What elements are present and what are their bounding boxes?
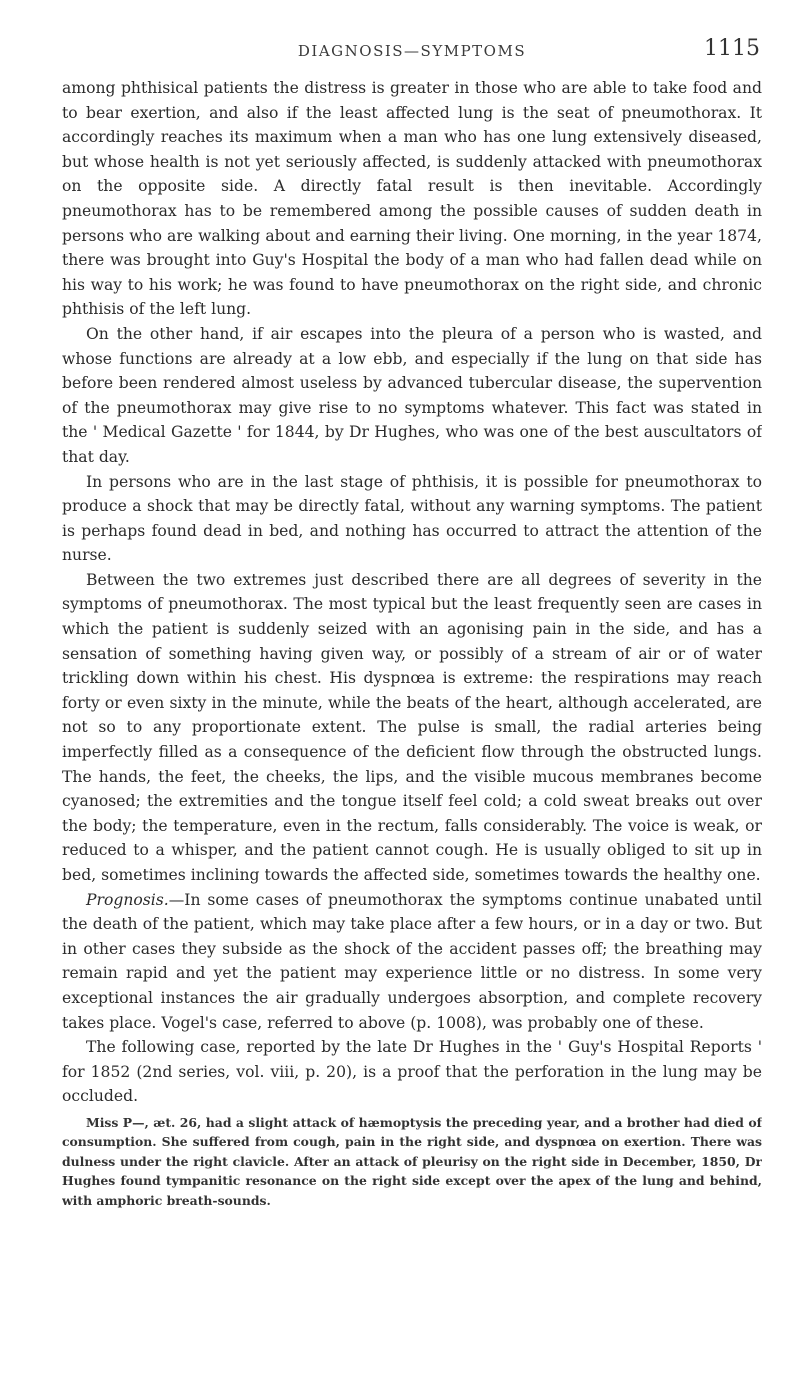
paragraph-extremes: Between the two extremes just described there are all degrees of severity in the symptoms of pneumothorax. The most typical but the least frequently seen are cases in which the patient is suddenly seized with an agonising pain in the side, and has a sensation of something having given way, or possibly of a stream of air or of water trickling down within his chest. His dyspnœa is extreme: the respirations may reach forty or even sixty in the minute, while the beats of the heart, although accelerated, are not so to any proportionate extent. The pulse is small, the radial arteries being imperfectly filled as a consequence of the deficient flow through the obstructed lungs. The hands, the feet, the cheeks, the lips, and the visible mucous membranes become cyanosed; the extremities and the tongue itself feel cold; a cold sweat breaks out over the body; the temperature, even in the rectum, falls considerably. The voice is weak, or reduced to a whisper, and the patient cannot cough. He is usually obliged to sit up in bed, sometimes inclining towards the affected side, sometimes towards the healthy one. bbox=[62, 570, 762, 884]
case-report-text: Miss P—, æt. 26, had a slight attack of hæmoptysis the preceding year, and a brother had died of consumption. She suffered from cough, pain in the right side, and dyspnœa on exertion. There was dulness under the right clavicle. After an attack of pleurisy on the right side in December, 1850, Dr Hughes found tympanitic resonance on the right side except over the apex of the lung and behind, with amphoric breath-sounds. bbox=[62, 1114, 762, 1208]
page-number: 1115 bbox=[704, 36, 760, 61]
body-text bbox=[62, 76, 762, 1109]
paragraph-last-stage: In persons who are in the last stage of phthisis, it is possible for pneumothorax to produce a shock that may be directly fatal, without any warning symptoms. The patient is perhaps found dead in bed, and nothing has occurred to attract the attention of the nurse. bbox=[62, 472, 762, 565]
paragraph-following-case: The following case, reported by the late Dr Hughes in the ' Guy's Hospital Reports ' for 1852 (2nd series, vol. viii, p. 20), is a proof that the perforation in the lung may be occluded. bbox=[62, 1038, 762, 1106]
prognosis-text: —In some cases of pneumothorax the symptoms continue unabated until the death of the patient, which may take place after a few hours, or in a day or two. But in other cases they subside as the shock of the accident passes off; the breathing may remain rapid and yet the patient may experience little or no distress. In some very exceptional instances the air gradually undergoes absorption, and complete recovery takes place. Vogel's case, referred to above (p. 1008), was probably one of these. bbox=[62, 890, 762, 1032]
page-header bbox=[62, 28, 762, 68]
paragraph-other-hand: On the other hand, if air escapes into the pleura of a person who is wasted, and whose functions are already at a low ebb, and especially if the lung on that side has before been rendered almost useless by advanced tubercular disease, the supervention of the pneumothorax may give rise to no symptoms whatever. This fact was stated in the ' Medical Gazette ' for 1844, by Dr Hughes, who was one of the best auscultators of that day. bbox=[62, 324, 762, 466]
prognosis-heading: Prognosis. bbox=[86, 890, 169, 909]
running-head: DIAGNOSIS—SYMPTOMS bbox=[297, 42, 527, 60]
paragraph-continuation: among phthisical patients the distress is greater in those who are able to take food and to bear exertion, and also if the least affected lung is the seat of pneumothorax. It accordingly reaches its maximum when a man who has one lung extensively diseased, but whose health is not yet seriously affected, is suddenly attacked with pneumothorax on the opposite side. A directly fatal result is then inevitable. Accordingly pneumothorax has to be remembered among the possible causes of sudden death in persons who are walking about and earning their living. One morning, in the year 1874, there was brought into Guy's Hospital the body of a man who had fallen dead while on his way to his work; he was found to have pneumothorax on the right side, and chronic phthisis of the left lung. bbox=[62, 79, 762, 319]
book-page bbox=[62, 28, 762, 1358]
case-report bbox=[62, 1113, 762, 1210]
paragraph-prognosis bbox=[62, 888, 762, 1036]
